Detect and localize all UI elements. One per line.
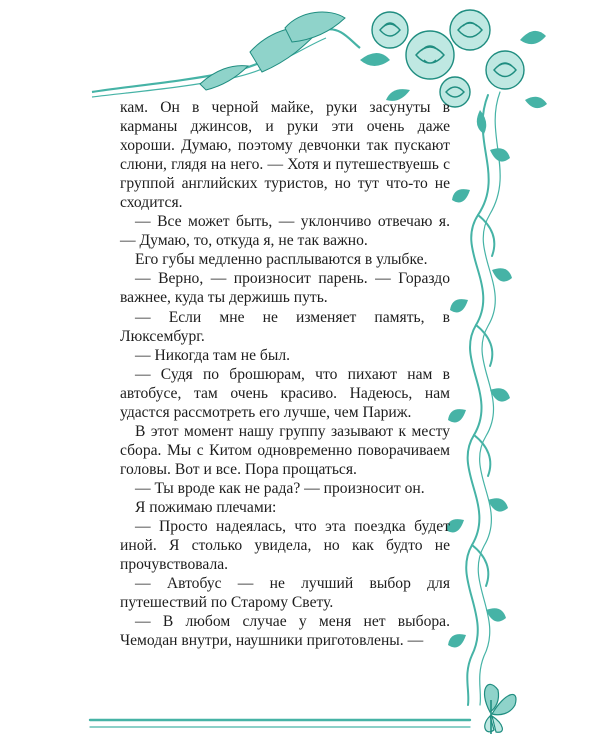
ribbon-top [92,12,360,97]
butterfly-icon [485,684,516,734]
bottom-border [90,720,470,727]
main-text [120,98,450,650]
vine-leaves [446,148,512,647]
paragraph: — Судя по брошюрам, что пихают нам в автобусе, там очень красиво. Надеюсь, нам удастся рассмотреть его лучше, чем Париж. [120,365,450,421]
paragraph: — Автобус — не лучший выбор для путешествий по Старому Свету. [120,575,450,612]
paragraph: кам. Он в черной майке, руки засунуты в карманы джинсов, и руки эти очень даже хороши. Думаю, поэтому девчонки так пускают слюни, глядя на него. — Хотя и путешествуешь с группой английских туристов, но тут что-то не сходится. [120,99,450,212]
paragraph: — Если мне не изменяет память, в Люксембург. [120,308,450,345]
paragraph: — Просто надеялась, что эта поездка будет иной. Я столько увидела, но как будто не прочувствовала. [120,518,450,574]
paragraph: — Никогда там не был. [135,346,291,364]
paragraph: — Ты вроде как не рада? — произносит он. [135,479,425,497]
paragraph: Я пожимаю плечами: [135,498,277,516]
paragraph: — Все может быть, — уклончиво отвечаю я. — Думаю, то, откуда я, не так важно. [120,213,450,250]
paragraph: — Верно, — произносит парень. — Гораздо важнее, куда ты держишь путь. [120,270,450,307]
paragraph: Его губы медленно расплываются в улыбке. [135,251,428,269]
paragraph: В этот момент нашу группу зазывают к месту сбора. Мы с Китом одновременно поворачиваем головы. Вот и все. Пора прощаться. [120,422,450,478]
paragraph: — В любом случае у меня нет выбора. Чемодан внутри, наушники приготовлены. — [120,613,450,650]
